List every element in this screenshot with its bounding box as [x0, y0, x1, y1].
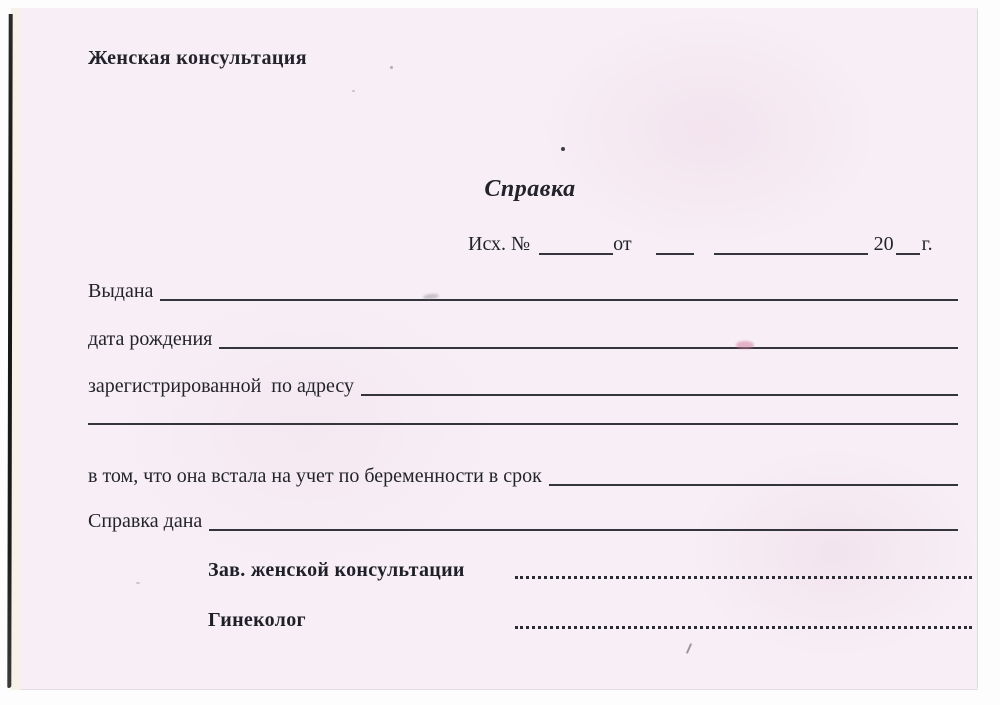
field-birth-date-blank: [219, 343, 958, 349]
scan-edge-right: [977, 10, 978, 688]
field-issued-for-blank: [209, 525, 958, 531]
pink-smudge: [736, 341, 754, 349]
ink-speck: [561, 147, 565, 151]
ref-day-blank: [656, 249, 694, 255]
signature-gynecologist-label: Гинеколог: [208, 609, 306, 631]
clinic-name: Женская консультация: [88, 47, 307, 69]
field-pregnancy-term: [88, 463, 958, 489]
field-registered-address-label: зарегистрированной по адресу: [88, 375, 355, 397]
field-issued-to: [88, 278, 958, 304]
field-pregnancy-term-blank: [549, 480, 958, 486]
ref-month-blank: [714, 249, 868, 255]
signature-gynecologist: [208, 607, 972, 633]
dust-speck: [352, 90, 355, 92]
field-address-continuation: [88, 419, 958, 428]
field-issued-to-blank: [160, 295, 958, 301]
ref-century: 20: [873, 233, 894, 255]
signature-gynecologist-dotted-line: [515, 624, 972, 629]
dust-speck: [136, 582, 140, 584]
dust-speck: [390, 66, 393, 69]
reference-number-row: [468, 231, 942, 258]
document-title: Справка: [484, 176, 576, 202]
ref-year-blank: [896, 249, 920, 255]
ref-from-label: от: [613, 233, 632, 255]
ref-label: Исх. №: [468, 233, 531, 255]
field-registered-address-blank: [361, 390, 958, 396]
signature-head-label: Зав. женской консультации: [208, 559, 465, 581]
field-registered-address: [88, 373, 958, 399]
field-pregnancy-term-label: в том, что она встала на учет по беременности в срок: [88, 465, 542, 487]
signature-head-of-clinic: [208, 557, 972, 583]
field-issued-for-label: Справка дана: [88, 510, 203, 532]
field-issued-to-label: Выдана: [88, 280, 154, 302]
field-address-continuation-blank: [88, 419, 958, 425]
signature-head-dotted-line: [515, 574, 972, 579]
field-birth-date: [88, 326, 958, 352]
ref-number-blank: [539, 249, 613, 255]
field-issued-for: [88, 508, 958, 534]
ref-year-suffix: г.: [921, 233, 933, 255]
field-birth-date-label: дата рождения: [88, 328, 213, 350]
